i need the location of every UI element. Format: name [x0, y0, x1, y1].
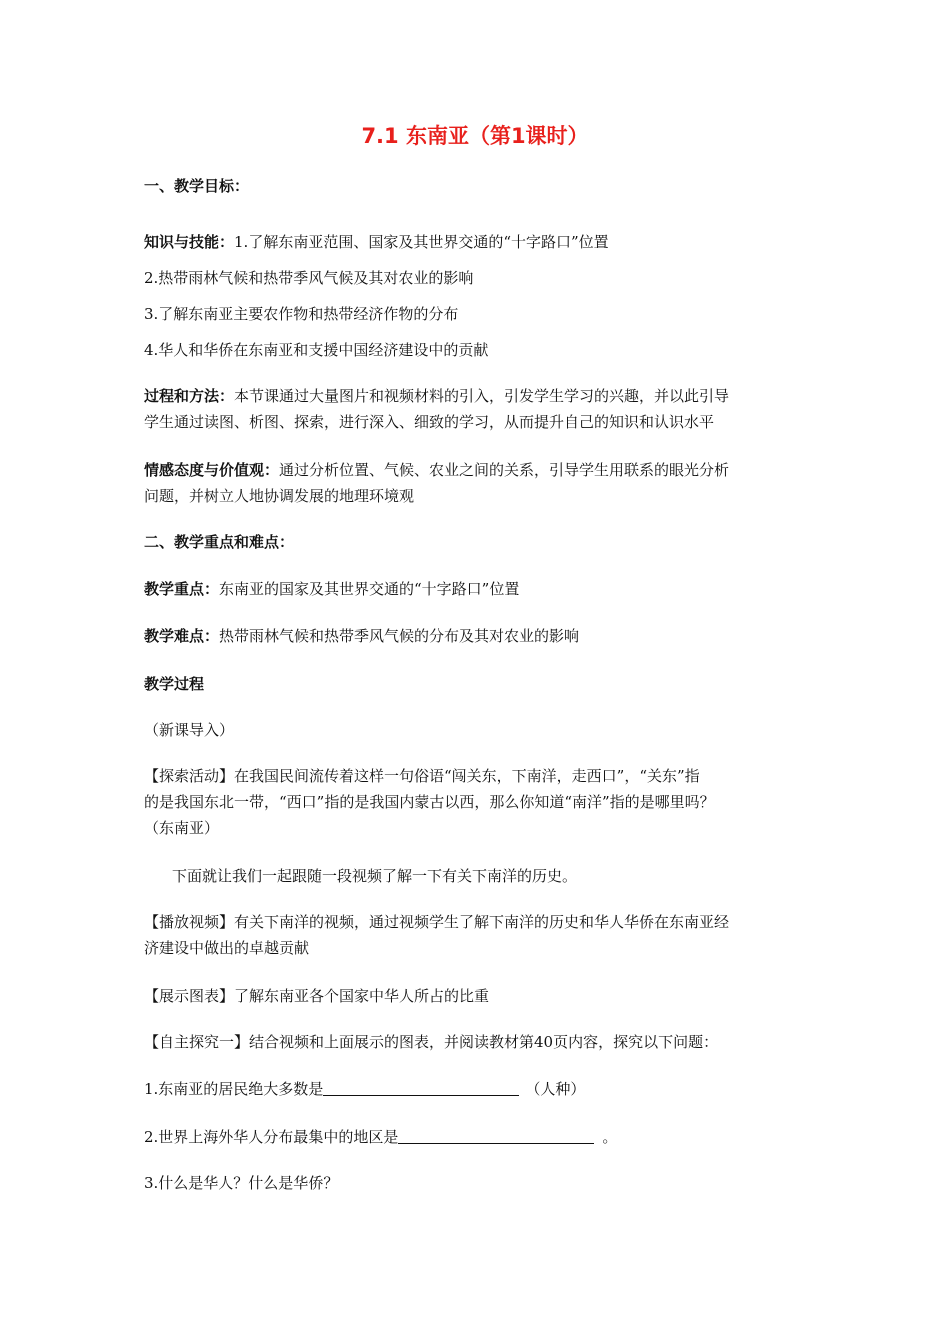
difficulty-label: 教学难点：	[144, 627, 220, 645]
answer-blank-1[interactable]	[323, 1079, 519, 1096]
knowledge-skills-line	[144, 230, 814, 254]
question-1: 1.东南亚的居民绝大多数是 （人种）	[144, 1080, 586, 1098]
intro-note: （新课导入）	[144, 721, 235, 739]
knowledge-item-2: 2.热带雨林气候和热带季风气候及其对农业的影响	[144, 269, 474, 287]
explore-line-1: 【探索活动】在我国民间流传着这样一句俗语“闯关东，下南洋，走西口”，“关东”指	[144, 767, 700, 785]
question-3: 3.什么是华人？什么是华侨？	[144, 1174, 339, 1192]
explore-line-3: （东南亚）	[144, 819, 220, 837]
knowledge-item-4: 4.华人和华侨在东南亚和支援中国经济建设中的贡献	[144, 341, 489, 359]
chart-activity: 【展示图表】了解东南亚各个国家中华人所占的比重	[144, 987, 490, 1005]
section-heading-objectives: 一、教学目标：	[144, 177, 250, 195]
knowledge-skills-label: 知识与技能：	[144, 233, 235, 251]
emotion-values-label: 情感态度与价值观：	[144, 461, 280, 479]
key-point-line	[144, 577, 814, 601]
video-line-2: 济建设中做出的卓越贡献	[144, 939, 310, 957]
section-heading-key-points: 二、教学重点和难点：	[144, 533, 295, 551]
explore-line-2: 的是我国东北一带，“西口”指的是我国内蒙古以西，那么你知道“南洋”指的是哪里吗？	[144, 793, 715, 811]
self-study-activity: 【自主探究一】结合视频和上面展示的图表，并阅读教材第40页内容，探究以下问题：	[144, 1033, 719, 1051]
video-line-1: 【播放视频】有关下南洋的视频，通过视频学生了解下南洋的历史和华人华侨在东南亚经	[144, 913, 730, 931]
key-point-label: 教学重点：	[144, 580, 220, 598]
process-methods-line-2: 学生通过读图、析图、探索，进行深入、细致的学习，从而提升自己的知识和认识水平	[144, 413, 715, 431]
question-2: 2.世界上海外华人分布最集中的地区是 。	[144, 1128, 618, 1146]
difficulty-text: 热带雨林气候和热带季风气候的分布及其对农业的影响	[219, 627, 580, 645]
knowledge-item-3: 3.了解东南亚主要农作物和热带经济作物的分布	[144, 305, 459, 323]
process-methods-label: 过程和方法：	[144, 387, 235, 405]
emotion-values-line-1: 情感态度与价值观：通过分析位置、气候、农业之间的关系，引导学生用联系的眼光分析	[144, 461, 730, 479]
video-intro: 下面就让我们一起跟随一段视频了解一下有关下南洋的历史。	[172, 867, 578, 885]
difficulty-line	[144, 624, 814, 648]
key-point-text: 东南亚的国家及其世界交通的“十字路口”位置	[219, 580, 520, 598]
knowledge-item-1: 1.了解东南亚范围、国家及其世界交通的“十字路口”位置	[234, 233, 609, 251]
answer-blank-2[interactable]	[398, 1127, 594, 1144]
emotion-values-line-2: 问题，并树立人地协调发展的地理环境观	[144, 487, 415, 505]
teaching-process-title: 教学过程	[144, 675, 205, 693]
page-title: 7.1 东南亚（第1课时）	[361, 124, 589, 148]
process-methods-line-1: 过程和方法：本节课通过大量图片和视频材料的引入，引发学生学习的兴趣，并以此引导	[144, 387, 730, 405]
